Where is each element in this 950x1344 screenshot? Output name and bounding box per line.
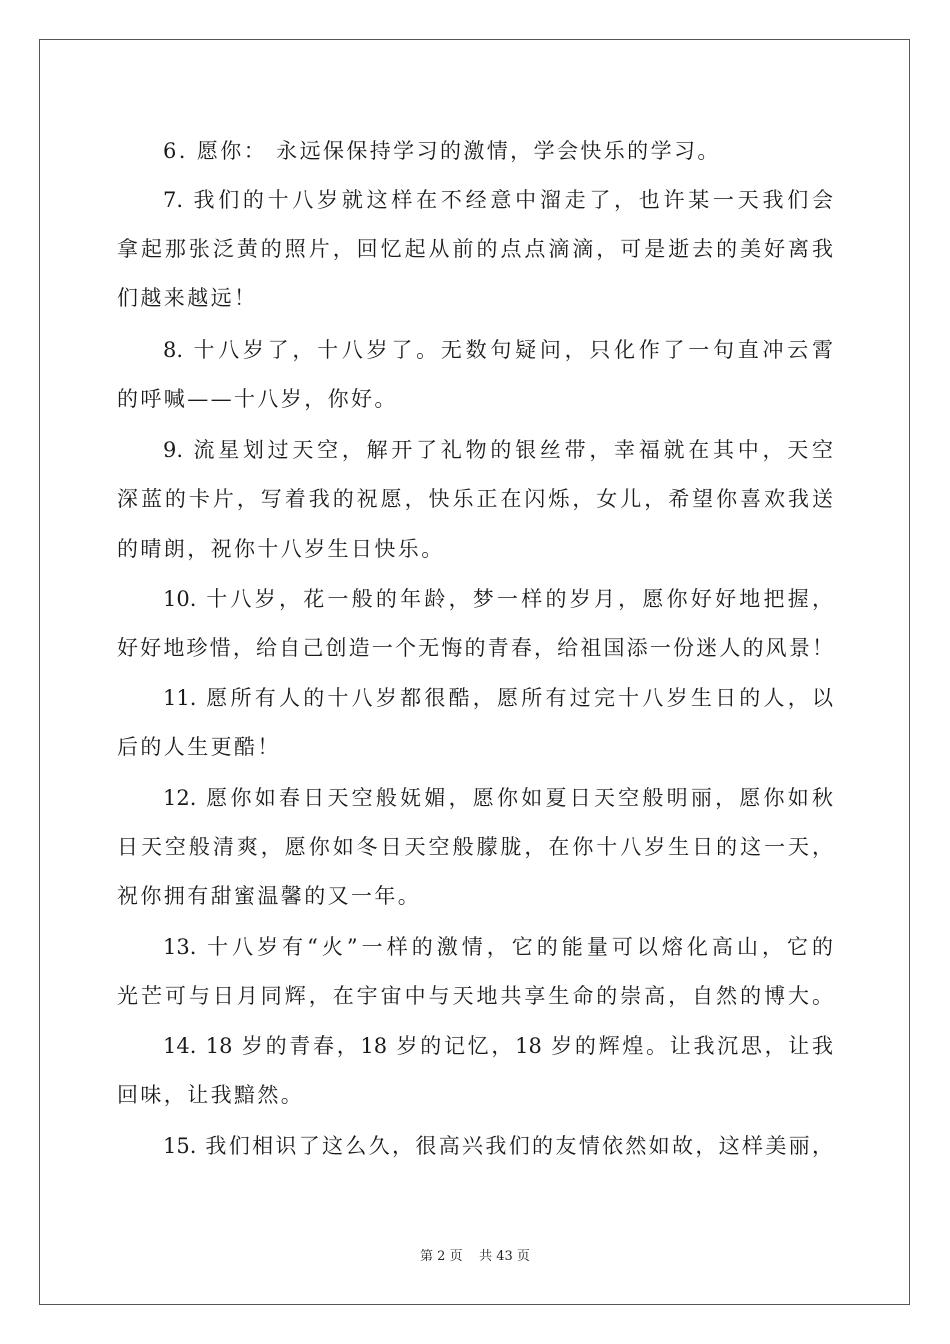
page-number: 第 2 页 [420,1249,463,1264]
paragraph-line: 12. 愿你如春日天空般妩媚，愿你如夏日天空般明丽，愿你如秋 [163,786,833,810]
page-total: 共 43 页 [479,1249,530,1264]
paragraph-line: 8. 十八岁了，十八岁了。无数句疑问，只化作了一句直冲云霄 [163,338,833,362]
paragraph-line: 的晴朗，祝你十八岁生日快乐。 [117,537,445,561]
paragraph-line: 后的人生更酷！ [117,735,281,759]
paragraph-line: 11. 愿所有人的十八岁都很酷，愿所有过完十八岁生日的人，以 [163,686,833,710]
paragraph-line: 9. 流星划过天空，解开了礼物的银丝带，幸福就在其中，天空 [163,438,833,462]
paragraph-line: 日天空般清爽，愿你如冬日天空般朦胧，在你十八岁生日的这一天， [117,835,833,859]
paragraph-line: 15. 我们相识了这么久，很高兴我们的友情依然如故，这样美丽， [163,1134,833,1158]
paragraph-line: 拿起那张泛黄的照片，回忆起从前的点点滴滴，可是逝去的美好离我 [117,237,833,261]
paragraph-line: 们越来越远！ [117,286,258,310]
paragraph-line: 祝你拥有甜蜜温馨的又一年。 [117,884,422,908]
paragraph-line: 好好地珍惜，给自己创造一个无悔的青春，给祖国添一份迷人的风景！ [117,636,833,660]
page-footer [0,1245,950,1264]
paragraph-line: 10. 十八岁，花一般的年龄，梦一样的岁月，愿你好好地把握， [163,587,833,611]
paragraph-line: 6. 愿你： 永远保保持学习的激情，学会快乐的学习。 [163,139,721,163]
paragraph-line: 光芒可与日月同辉，在宇宙中与天地共享生命的崇高，自然的博大。 [117,984,833,1008]
paragraph-line: 13. 十八岁有“火”一样的激情，它的能量可以熔化高山，它的 [163,935,833,959]
paragraph-line: 14. 18 岁的青春，18 岁的记忆，18 岁的辉煌。让我沉思，让我 [163,1034,833,1058]
paragraph-line: 回味，让我黯然。 [117,1083,305,1107]
paragraph-line: 深蓝的卡片，写着我的祝愿，快乐正在闪烁，女儿，希望你喜欢我送 [117,487,833,511]
paragraph-line: 的呼喊——十八岁，你好。 [117,387,398,411]
paragraph-line: 7. 我们的十八岁就这样在不经意中溜走了，也许某一天我们会 [163,188,833,212]
